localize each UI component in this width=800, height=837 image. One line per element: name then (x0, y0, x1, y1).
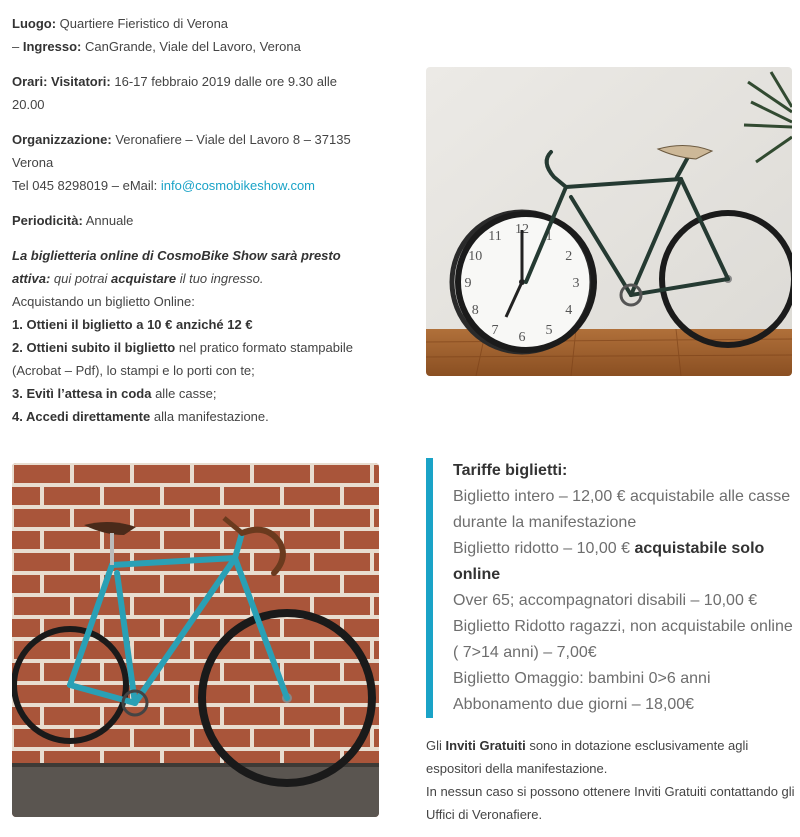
clock-numeral: 6 (518, 330, 526, 345)
tariffe-line-1: Biglietto intero – 12,00 € acquistabile alle casse durante la manifestazione (453, 488, 791, 531)
ticket-intro-bold2: acquistare (111, 271, 177, 286)
ingresso-prefix: – (12, 39, 20, 54)
period-label: Periodicità: (12, 213, 83, 228)
period-value: Annuale (85, 213, 134, 228)
benefit-2-text: nel pratico formato stampabile (Acrobat – Pdf), lo stampi e lo porti con te; (12, 340, 353, 378)
tariffe-line-2-text: Biglietto ridotto – 10,00 € (453, 540, 631, 557)
organizer-block (12, 128, 372, 197)
benefit-1: 1. Ottieni il biglietto a 10 € anziché 12 € (12, 317, 253, 332)
bike-brick-photo (12, 463, 379, 817)
clock-numeral: 2 (565, 249, 573, 264)
periodicity-block (12, 209, 412, 232)
event-info-column (12, 12, 412, 428)
luogo-label: Luogo: (12, 16, 57, 31)
tariffe-line-4: Biglietto Ridotto ragazzi, non acquistabile online ( 7>14 anni) – 7,00€ (453, 618, 793, 661)
clock-numeral: 7 (491, 322, 499, 338)
clock-numeral: 5 (545, 322, 553, 338)
clock-numeral: 3 (572, 276, 580, 291)
ticket-intro-text2: il tuo ingresso. (179, 271, 264, 286)
org-label: Organizzazione: (12, 132, 112, 147)
tariffe-line-2-bold: acquistabile solo online (453, 540, 765, 583)
orari-value: 16-17 febbraio 2019 dalle ore 9.30 alle 20.00 (12, 74, 337, 112)
clock-numeral: 8 (471, 303, 479, 318)
bike-clock-photo (426, 67, 792, 376)
clock-numeral: 1 (545, 229, 553, 245)
benefit-3-bold: 3. Evitì l’attesa in coda (12, 386, 152, 401)
clock-numeral: 11 (488, 229, 502, 245)
inviti-bold: Inviti Gratuiti (445, 738, 526, 753)
tariffe-line-6: Abbonamento due giorni – 18,00€ (453, 696, 695, 713)
tariffe-line-3: Over 65; accompagnatori disabili – 10,00 € (453, 592, 758, 609)
inviti-p2: In nessun caso si possono ottenere Inviti Gratuiti contattando gli Uffici di Veronafiere. (426, 784, 795, 822)
luogo-value: Quartiere Fieristico di Verona (59, 16, 229, 31)
benefit-4-text: alla manifestazione. (153, 409, 269, 424)
clock-numeral: 12 (515, 222, 529, 237)
bike-clock-illustration (426, 67, 792, 376)
tariffe-line-2 (453, 536, 796, 588)
email-link[interactable]: info@cosmobikeshow.com (160, 178, 316, 193)
ingresso-value: CanGrande, Viale del Lavoro, Verona (85, 39, 301, 54)
tariffe-line-5: Biglietto Omaggio: bambini 0>6 anni (453, 670, 711, 687)
benefit-4-bold: 4. Accedi direttamente (12, 409, 151, 424)
tariffe-title: Tariffe biglietti: (453, 462, 568, 479)
inviti-text1: Gli (426, 738, 442, 753)
ticket-intro-bold: La biglietteria online di CosmoBike Show sarà presto attiva: (12, 248, 341, 286)
benefit-2-bold: 2. Ottieni subito il biglietto (12, 340, 176, 355)
clock-numeral: 9 (464, 276, 472, 291)
ticket-prices-box (426, 458, 796, 718)
acquistando-text: Acquistando un biglietto Online: (12, 294, 195, 309)
ticket-intro-text1: qui potrai (53, 271, 108, 286)
tel-text: Tel 045 8298019 – eMail: (12, 178, 158, 193)
location-block (12, 12, 412, 58)
org-value: Veronafiere – Viale del Lavoro 8 – 37135 Verona (12, 132, 351, 170)
clock-numeral: 10 (468, 249, 483, 264)
clock-numeral: 4 (565, 303, 573, 318)
benefit-3-text: alle casse; (155, 386, 217, 401)
ingresso-label: Ingresso: (22, 39, 82, 54)
inviti-p1 (426, 734, 796, 780)
bike-brick-illustration (12, 463, 379, 817)
free-invites-block (426, 734, 796, 826)
inviti-text2: sono in dotazione esclusivamente agli espositori della manifestazione. (426, 738, 749, 776)
hours-block (12, 70, 372, 116)
ticket-office-block (12, 244, 372, 428)
orari-label: Orari: Visitatori: (12, 74, 111, 89)
